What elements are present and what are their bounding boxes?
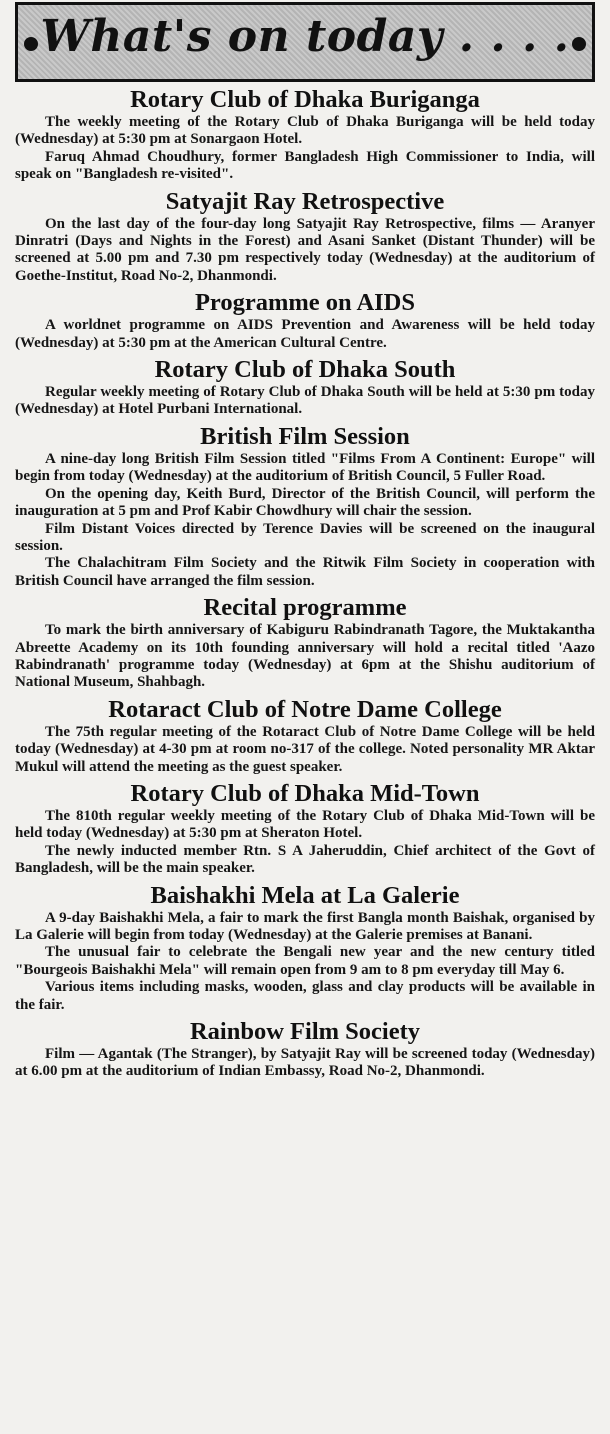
event-headline: Rotary Club of Dhaka Mid-Town: [130, 779, 480, 807]
event-headline: Satyajit Ray Retrospective: [165, 187, 445, 215]
bullet-dot-right-icon: [572, 37, 586, 51]
event-headline: Recital programme: [203, 594, 407, 622]
event-paragraph: Various items including masks, wooden, glass and clay products will be available in the fair.: [15, 979, 595, 1013]
event-listings: [15, 86, 595, 1081]
event-section: [15, 594, 595, 692]
column-banner: [15, 2, 595, 82]
event-section: [15, 86, 595, 184]
banner-title: What's on today . . . .: [40, 11, 570, 62]
event-paragraph: A 9-day Baishakhi Mela, a fair to mark the first Bangla month Baishak, organised by La Galerie will begin from today (Wednesday) at the Galerie premises at Banani.: [15, 909, 595, 943]
event-paragraph: On the opening day, Keith Burd, Director of the British Council, will perform the inauguration at 5 pm and Prof Kabir Chowdhury will chair the session.: [15, 485, 595, 520]
event-section: [15, 882, 595, 1014]
event-headline: Rotary Club of Dhaka Buriganga: [130, 86, 480, 113]
event-paragraph: The Chalachitram Film Society and the Ritwik Film Society in cooperation with British Council have arranged the film session.: [15, 555, 595, 589]
event-paragraph: To mark the birth anniversary of Kabiguru Rabindranath Tagore, the Muktakantha Abreette Academy on its 10th founding anniversary will hold a recital titled 'Aazo Rabindranath' programme today (Wednesday) at 6pm at the Shishu auditorium of National Museum, Shahbagh.: [15, 622, 595, 691]
event-paragraph: A nine-day long British Film Session titled "Films From A Continent: Europe" will begin from today (Wednesday) at the auditorium of British Council, 5 Fuller Road.: [15, 450, 595, 485]
event-headline: Rainbow Film Society: [189, 1018, 421, 1046]
event-paragraph: The 75th regular meeting of the Rotaract Club of Notre Dame College will be held today (Wednesday) at 4-30 pm at room no-317 of the college. Noted personality MR Aktar Mukul will attend the meeting as the guest speaker.: [15, 723, 595, 775]
event-section: [15, 696, 595, 776]
event-paragraph: The 810th regular weekly meeting of the Rotary Club of Dhaka Mid-Town will be held today (Wednesday) at 5:30 pm at Sheraton Hotel.: [15, 807, 595, 842]
event-paragraph: The unusual fair to celebrate the Bengali new year and the new century titled "Bourgeois Baishakhi Mela" will remain open from 9 am to 8 pm everyday till May 6.: [15, 944, 595, 978]
event-paragraph: Faruq Ahmad Choudhury, former Bangladesh High Commissioner to India, will speak on "Bangladesh re-visited".: [15, 148, 595, 183]
event-headline: British Film Session: [200, 422, 410, 450]
whats-on-today-column: [15, 0, 595, 1081]
event-headline: Rotaract Club of Notre Dame College: [108, 695, 502, 723]
event-section: [15, 423, 595, 590]
event-paragraph: A worldnet programme on AIDS Prevention and Awareness will be held today (Wednesday) at 5:30 pm at the American Cultural Centre.: [15, 317, 595, 351]
event-headline: Programme on AIDS: [194, 289, 416, 317]
event-section: [15, 289, 595, 352]
event-section: [15, 1018, 595, 1081]
event-paragraph: The newly inducted member Rtn. S A Jaheruddin, Chief architect of the Govt of Bangladesh, will be the main speaker.: [15, 842, 595, 877]
event-paragraph: Film Distant Voices directed by Terence Davies will be screened on the inaugural session.: [15, 520, 595, 554]
event-paragraph: Regular weekly meeting of Rotary Club of Dhaka South will be held at 5:30 pm today (Wednesday) at Hotel Purbani International.: [15, 384, 595, 418]
event-paragraph: Film — Agantak (The Stranger), by Satyajit Ray will be screened today (Wednesday) at 6.00 pm at the auditorium of Indian Embassy, Road No-2, Dhanmondi.: [15, 1046, 595, 1080]
event-section: [15, 356, 595, 419]
event-headline: Rotary Club of Dhaka South: [154, 356, 456, 384]
event-paragraph: The weekly meeting of the Rotary Club of Dhaka Buriganga will be held today (Wednesday) at 5:30 pm at Sonargaon Hotel.: [15, 114, 595, 148]
event-section: [15, 188, 595, 286]
event-headline: Baishakhi Mela at La Galerie: [150, 881, 460, 909]
event-paragraph: On the last day of the four-day long Satyajit Ray Retrospective, films — Aranyer Dinratri (Days and Nights in the Forest) and Asani Sanket (Distant Thunder) will be screened at 5.00 pm and 7.30 pm respectively today (Wednesday) at the auditorium of Goethe-Institut, Road No-2, Dhanmondi.: [15, 215, 595, 284]
event-section: [15, 780, 595, 878]
